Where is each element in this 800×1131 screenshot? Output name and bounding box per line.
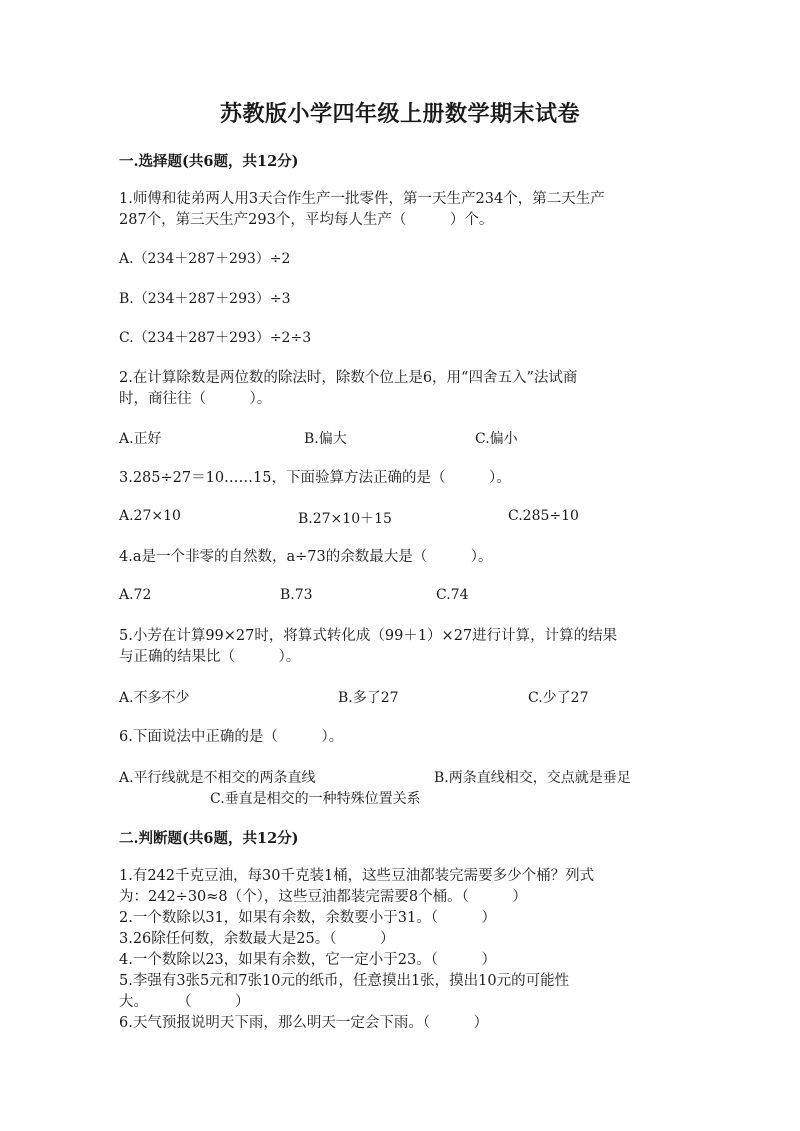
q2-line2: 时，商往往（ ）。 <box>119 391 272 407</box>
q1-option-a: A.（234＋287＋293）÷2 <box>119 251 291 267</box>
q4-line1: 4.a是一个非零的自然数，a÷73的余数最大是（ ）。 <box>119 549 493 565</box>
tf1-line2: 为：242÷30≈8（个），这些豆油都装完需要8个桶。（ ） <box>119 889 527 905</box>
page-title: 苏教版小学四年级上册数学期末试卷 <box>219 101 580 127</box>
q6-option-c: C.垂直是相交的一种特殊位置关系 <box>210 791 421 807</box>
q5-line1: 5.小芳在计算99×27时，将算式转化成（99＋1）×27进行计算，计算的结果 <box>119 628 618 644</box>
section-heading-judge: 二.判断题(共6题，共12分) <box>119 830 299 847</box>
q5-option-b: B.多了27 <box>338 690 399 706</box>
q5-option-a: A.不多不少 <box>119 690 190 706</box>
q1-option-c: C.（234＋287＋293）÷2÷3 <box>119 330 312 346</box>
tf3: 3.26除任何数，余数最大是25。（ ） <box>119 931 395 947</box>
q4-option-a: A.72 <box>119 587 152 603</box>
q1-option-b: B.（234＋287＋293）÷3 <box>119 291 291 307</box>
q5-option-c: C.少了27 <box>528 690 589 706</box>
q3-option-b: B.27×10＋15 <box>298 511 392 527</box>
q6-option-b: B.两条直线相交，交点就是垂足 <box>434 770 631 786</box>
q2-line1: 2.在计算除数是两位数的除法时，除数个位上是6，用“四舍五入”法试商 <box>119 370 578 386</box>
q6-option-a: A.平行线就是不相交的两条直线 <box>119 770 316 786</box>
q2-option-c: C.偏小 <box>475 431 518 447</box>
tf4: 4.一个数除以23，如果有余数，它一定小于23。（ ） <box>119 952 496 968</box>
tf6: 6.天气预报说明天下雨，那么明天一定会下雨。（ ） <box>119 1015 489 1031</box>
tf5-line2: 大。 （ ） <box>119 994 250 1010</box>
section-heading-choice: 一.选择题(共6题，共12分) <box>119 153 299 170</box>
q2-option-a: A.正好 <box>119 431 162 447</box>
tf2: 2.一个数除以31，如果有余数，余数要小于31。（ ） <box>119 910 496 926</box>
tf5-line1: 5.李强有3张5元和7张10元的纸币，任意摸出1张，摸出10元的可能性 <box>119 973 570 989</box>
q1-line1: 1.师傅和徒弟两人用3天合作生产一批零件，第一天生产234个，第二天生产 <box>119 191 605 207</box>
q3-option-a: A.27×10 <box>119 508 181 524</box>
q2-option-b: B.偏大 <box>304 431 347 447</box>
q4-option-b: B.73 <box>280 587 313 603</box>
q1-line2: 287个，第三天生产293个，平均每人生产（ ）个。 <box>119 212 494 228</box>
q3-option-c: C.285÷10 <box>508 508 579 524</box>
q4-option-c: C.74 <box>436 587 469 603</box>
q5-line2: 与正确的结果比（ ）。 <box>119 649 301 665</box>
q3-line1: 3.285÷27＝10……15，下面验算方法正确的是（ ）。 <box>119 470 511 486</box>
tf1-line1: 1.有242千克豆油，每30千克装1桶，这些豆油都装完需要多少个桶？列式 <box>119 868 595 884</box>
q6-line1: 6.下面说法中正确的是（ ）。 <box>119 729 344 745</box>
